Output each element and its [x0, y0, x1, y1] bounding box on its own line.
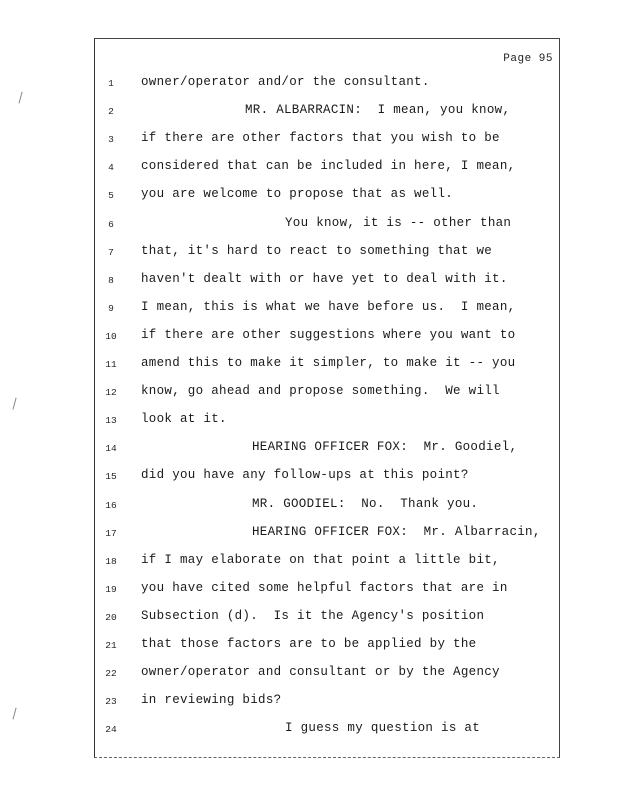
transcript-line — [95, 75, 561, 95]
line-text: HEARING OFFICER FOX: Mr. Albarracin, — [252, 524, 541, 539]
transcript-line — [95, 272, 561, 292]
line-number: 4 — [108, 162, 114, 174]
line-number: 24 — [105, 724, 117, 736]
line-text: I mean, this is what we have before us. I mean, — [141, 299, 516, 314]
page-number: Page 95 — [503, 53, 553, 65]
transcript-line — [95, 328, 561, 348]
line-text: know, go ahead and propose something. We will — [141, 384, 500, 399]
transcript-line — [95, 244, 561, 264]
line-number: 10 — [105, 330, 117, 342]
line-number: 8 — [108, 274, 114, 286]
line-number: 17 — [105, 527, 117, 539]
line-text: MR. GOODIEL: No. Thank you. — [252, 496, 479, 511]
line-text: Subsection (d). Is it the Agency's position — [141, 608, 485, 623]
line-text: that those factors are to be applied by the — [141, 637, 477, 651]
line-text: look at it. — [141, 412, 227, 427]
line-text: if there are other factors that you wish to be — [141, 131, 500, 146]
transcript-line — [95, 581, 561, 601]
line-number: 13 — [105, 415, 117, 427]
line-number: 18 — [105, 555, 117, 567]
line-text: HEARING OFFICER FOX: Mr. Goodiel, — [252, 440, 518, 455]
line-number: 16 — [105, 499, 117, 511]
margin-mark — [13, 398, 20, 411]
transcript-line — [95, 159, 561, 179]
line-number: 9 — [108, 302, 114, 314]
line-text: You know, it is -- other than — [285, 215, 512, 230]
line-text: owner/operator and/or the consultant. — [141, 75, 430, 89]
line-text: I guess my question is at — [285, 721, 481, 736]
transcript-line — [95, 300, 561, 320]
line-text: owner/operator and consultant or by the Agency — [141, 665, 500, 680]
line-text: that, it's hard to react to something that we — [141, 243, 493, 258]
line-text: you have cited some helpful factors that are in — [141, 580, 508, 595]
transcript-line — [95, 356, 561, 376]
transcript-line — [95, 553, 561, 573]
line-text: if there are other suggestions where you want to — [141, 327, 516, 342]
line-text: you are welcome to propose that as well. — [141, 187, 454, 202]
line-text: if I may elaborate on that point a little bit, — [141, 552, 500, 567]
transcript-line — [95, 440, 561, 460]
line-number: 19 — [105, 583, 117, 595]
transcript-line — [95, 384, 561, 404]
line-number: 23 — [105, 696, 117, 708]
transcript-line — [95, 525, 561, 545]
transcript-line — [95, 412, 561, 432]
line-text: amend this to make it simpler, to make it -- you — [141, 356, 516, 370]
line-number: 5 — [108, 190, 114, 202]
line-number: 12 — [105, 387, 117, 399]
line-number: 22 — [105, 668, 117, 680]
transcript-page — [94, 38, 560, 758]
transcript-line — [95, 216, 561, 236]
line-number: 21 — [105, 640, 117, 651]
transcript-line — [95, 468, 561, 488]
line-text: MR. ALBARRACIN: I mean, you know, — [245, 103, 511, 118]
transcript-line — [95, 131, 561, 151]
line-number: 20 — [105, 611, 117, 623]
transcript-line — [95, 665, 561, 685]
line-text: haven't dealt with or have yet to deal with it. — [141, 271, 508, 286]
line-number: 14 — [105, 443, 117, 455]
transcript-line — [95, 187, 561, 207]
transcript-line — [95, 497, 561, 517]
margin-mark — [13, 708, 20, 721]
line-text: considered that can be included in here, I mean, — [141, 159, 516, 174]
margin-mark — [19, 92, 26, 105]
transcript-line — [95, 693, 561, 713]
line-text: did you have any follow-ups at this point? — [141, 468, 469, 483]
line-number: 3 — [108, 134, 114, 146]
line-number: 1 — [108, 78, 114, 89]
transcript-line — [95, 609, 561, 629]
line-number: 7 — [108, 246, 114, 258]
transcript-line — [95, 103, 561, 123]
transcript-line — [95, 637, 561, 657]
line-number: 6 — [108, 218, 114, 230]
line-number: 2 — [108, 106, 114, 118]
line-number: 15 — [105, 471, 117, 483]
line-text: in reviewing bids? — [141, 693, 282, 708]
line-number: 11 — [105, 359, 117, 370]
transcript-line — [95, 721, 561, 741]
